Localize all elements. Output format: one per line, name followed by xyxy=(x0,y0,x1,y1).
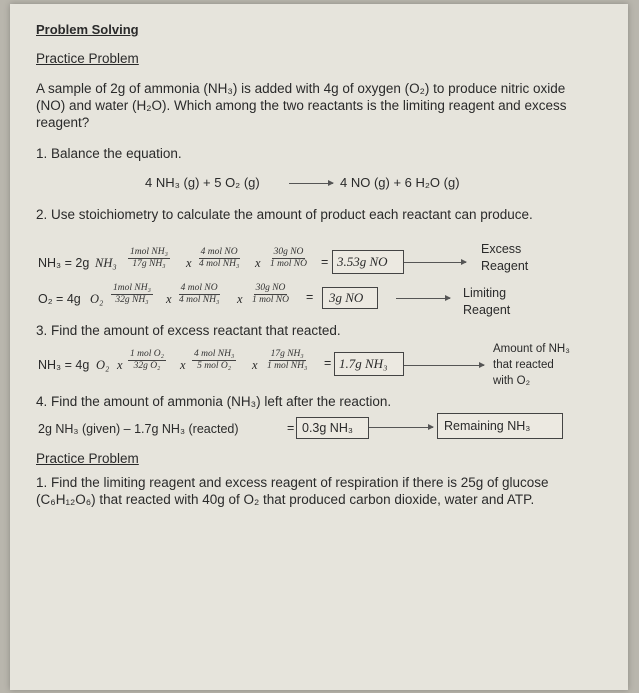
equation-reactants: 4 NH₃ (g) + 5 O₂ (g) xyxy=(145,175,260,190)
step-1-label: 1. Balance the equation. xyxy=(36,146,182,161)
multiply-sign: x xyxy=(186,256,192,270)
step4-result-box: 0.3g NH₃ xyxy=(296,417,369,439)
multiply-sign: x xyxy=(237,292,243,306)
nh3-arrow xyxy=(404,262,466,263)
step3-fraction-2: 4 mol NH₃ 5 mol O₂ xyxy=(194,349,235,371)
o2-result-box: 3g NO xyxy=(322,287,378,309)
nh3-lead: NH₃ = 2g xyxy=(38,256,90,270)
step3-result-box: 1.7g NH₃ xyxy=(334,352,404,376)
multiply-sign: x xyxy=(117,358,123,372)
nh3-fraction-3: 30g NO 1 mol NO xyxy=(270,247,307,269)
limiting-tag-line2: Reagent xyxy=(463,303,511,317)
nh3-result-box: 3.53g NO xyxy=(332,250,404,274)
step4-arrow xyxy=(369,427,433,428)
nh3-fraction-2: 4 mol NO 4 mol NH₃ xyxy=(199,247,240,269)
step3-note-line1: Amount of NH₃ xyxy=(493,343,570,355)
o2-arrow xyxy=(396,298,450,299)
o2-fraction-2: 4 mol NO 4 mol NH₃ xyxy=(179,283,220,305)
practice-heading-2: Practice Problem xyxy=(36,451,139,466)
multiply-sign: x xyxy=(252,358,258,372)
equals-sign: = xyxy=(306,290,314,304)
step-4-label: 4. Find the amount of ammonia (NH₃) left after the reaction. xyxy=(36,394,392,409)
o2-fraction-1: 1mol NH₃ 32g NH₃ xyxy=(113,283,151,305)
step3-fraction-1: 1 mol O₂ 32g O₂ xyxy=(130,349,164,371)
equation-products: 4 NO (g) + 6 H₂O (g) xyxy=(340,175,460,190)
o2-given-unit: O₂ xyxy=(90,292,104,306)
step3-note-line3: with O₂ xyxy=(493,375,531,387)
step3-note-line2: that reacted xyxy=(493,359,554,371)
equals-sign: = xyxy=(321,255,329,269)
practice-prompt-1: A sample of 2g of ammonia (NH₃) is added with 4g of oxygen (O₂) to produce nitric oxide (NO) and water (H₂O). Which among the two reactants is the limiting reagent and excess reagent? xyxy=(36,81,567,130)
step4-expression: 2g NH₃ (given) – 1.7g NH₃ (reacted) xyxy=(38,422,239,436)
excess-tag-line2: Reagent xyxy=(481,259,529,273)
step-3-label: 3. Find the amount of excess reactant that reacted. xyxy=(36,323,341,338)
o2-fraction-3: 30g NO 1 mol NO xyxy=(252,283,289,305)
limiting-tag-line1: Limiting xyxy=(463,286,507,300)
multiply-sign: x xyxy=(166,292,172,306)
nh3-given-unit: NH₃ xyxy=(95,256,117,270)
nh3-fraction-1: 1mol NH₃ 17g NH₃ xyxy=(130,247,168,269)
step3-given-unit: O₂ xyxy=(96,358,110,372)
multiply-sign: x xyxy=(180,358,186,372)
practice-prompt-2: 1. Find the limiting reagent and excess reagent of respiration if there is 25g of glucose (C₆H₁₂O₆) that reacted with 40g of O₂ that produced carbon dioxide, water and ATP. xyxy=(36,475,549,507)
page-title: Problem Solving xyxy=(36,22,139,37)
o2-lead: O₂ = 4g xyxy=(38,292,81,306)
equals-sign: = xyxy=(324,356,332,370)
step-2-label: 2. Use stoichiometry to calculate the amount of product each reactant can produce. xyxy=(36,207,533,222)
remaining-note-box: Remaining NH₃ xyxy=(437,413,563,439)
step3-lead: NH₃ = 4g xyxy=(38,358,90,372)
step3-fraction-3: 17g NH₃ 1 mol NH₃ xyxy=(267,349,308,371)
practice-heading-1: Practice Problem xyxy=(36,51,139,66)
equals-sign: = xyxy=(287,421,295,435)
multiply-sign: x xyxy=(255,256,261,270)
step3-arrow xyxy=(404,365,484,366)
reaction-arrow xyxy=(289,183,333,184)
excess-tag-line1: Excess xyxy=(481,242,522,256)
